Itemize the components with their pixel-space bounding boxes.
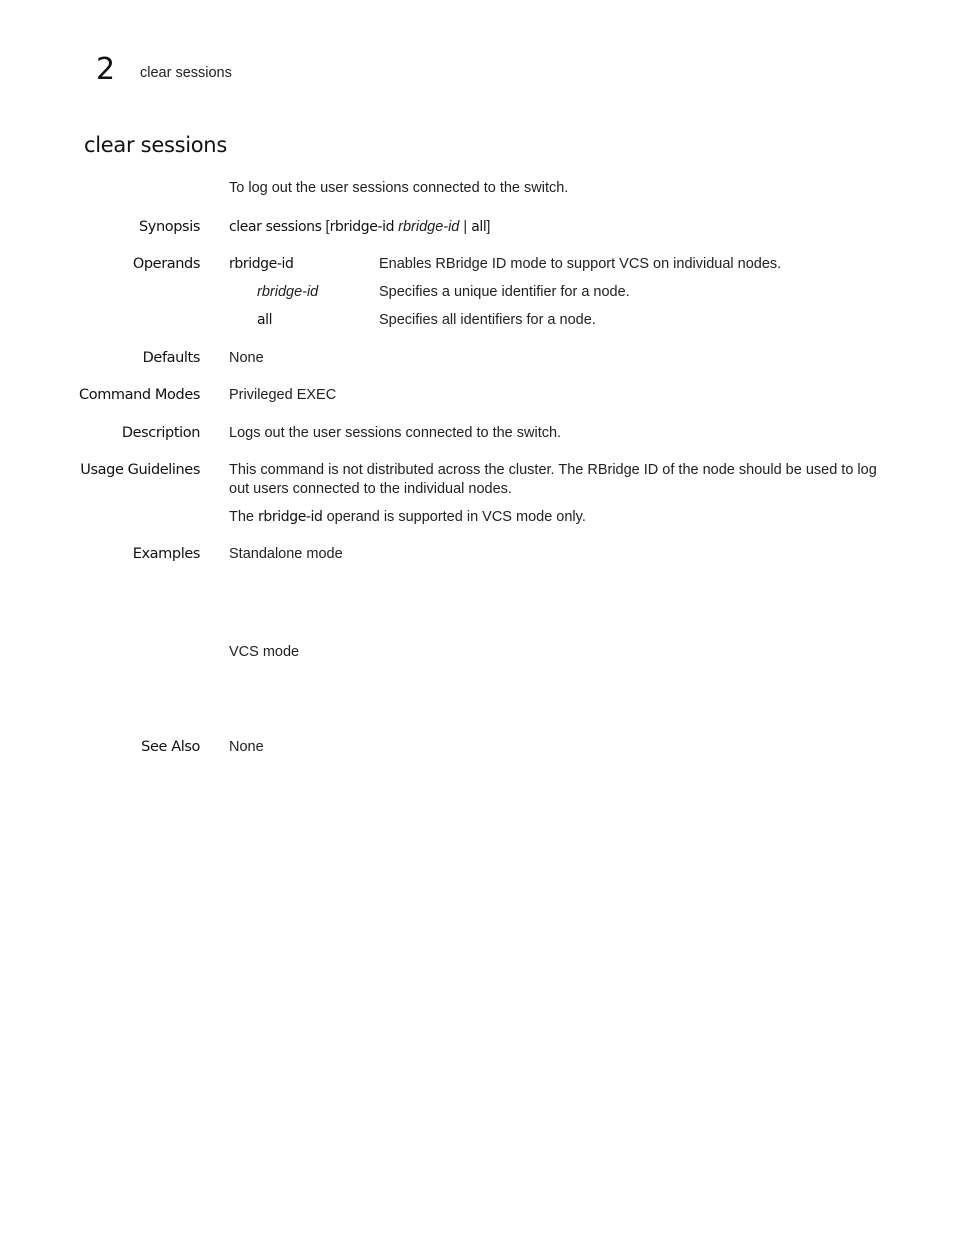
usage-guidelines-label: Usage Guidelines: [80, 462, 200, 478]
usage-note-keyword: rbridge-id: [258, 509, 323, 525]
synopsis-arg-rbridge: rbridge-id: [398, 219, 460, 235]
usage-note-suffix: operand is supported in VCS mode only.: [326, 509, 586, 525]
command-modes-value: Privileged EXEC: [229, 387, 337, 403]
description-label: Description: [121, 425, 200, 441]
synopsis-command: clear sessions: [229, 219, 322, 235]
operand-description: Enables RBridge ID mode to support VCS on individual nodes.: [379, 256, 782, 272]
synopsis-kw-all: all: [471, 219, 487, 235]
intro-text: To log out the user sessions connected to the switch.: [229, 180, 569, 196]
usage-note-prefix: The: [229, 509, 254, 525]
operand-term: rbridge-id: [229, 256, 294, 272]
synopsis-line: [229, 218, 490, 237]
command-modes-label: Command Modes: [79, 387, 200, 403]
description-value: Logs out the user sessions connected to the switch.: [229, 425, 562, 441]
operands-label: Operands: [132, 256, 200, 272]
chapter-number: 2: [96, 52, 116, 87]
usage-guidelines-paragraph: This command is not distributed across the cluster. The RBridge ID of the node should be used to log out users connected to the individual nodes.: [229, 462, 877, 497]
page-title: clear sessions: [84, 133, 227, 157]
running-head: clear sessions: [140, 65, 232, 81]
see-also-label: See Also: [141, 739, 200, 755]
operand-term: rbridge-id: [257, 284, 319, 300]
synopsis-label: Synopsis: [139, 219, 200, 235]
operand-term: all: [257, 312, 273, 328]
see-also-value: None: [229, 739, 264, 755]
example-vcs: VCS mode: [229, 644, 300, 660]
examples-label: Examples: [132, 546, 200, 562]
synopsis-pipe: |: [463, 219, 468, 235]
synopsis-kw-rbridge: rbridge-id: [329, 219, 395, 235]
defaults-value: None: [229, 350, 264, 366]
synopsis-close-bracket: ]: [486, 219, 491, 235]
usage-guidelines-note: [229, 508, 586, 527]
synopsis-open-bracket: [: [325, 219, 330, 235]
example-standalone: Standalone mode: [229, 546, 343, 562]
operand-description: Specifies a unique identifier for a node.: [379, 284, 630, 300]
defaults-label: Defaults: [142, 350, 200, 366]
operand-description: Specifies all identifiers for a node.: [379, 312, 596, 328]
